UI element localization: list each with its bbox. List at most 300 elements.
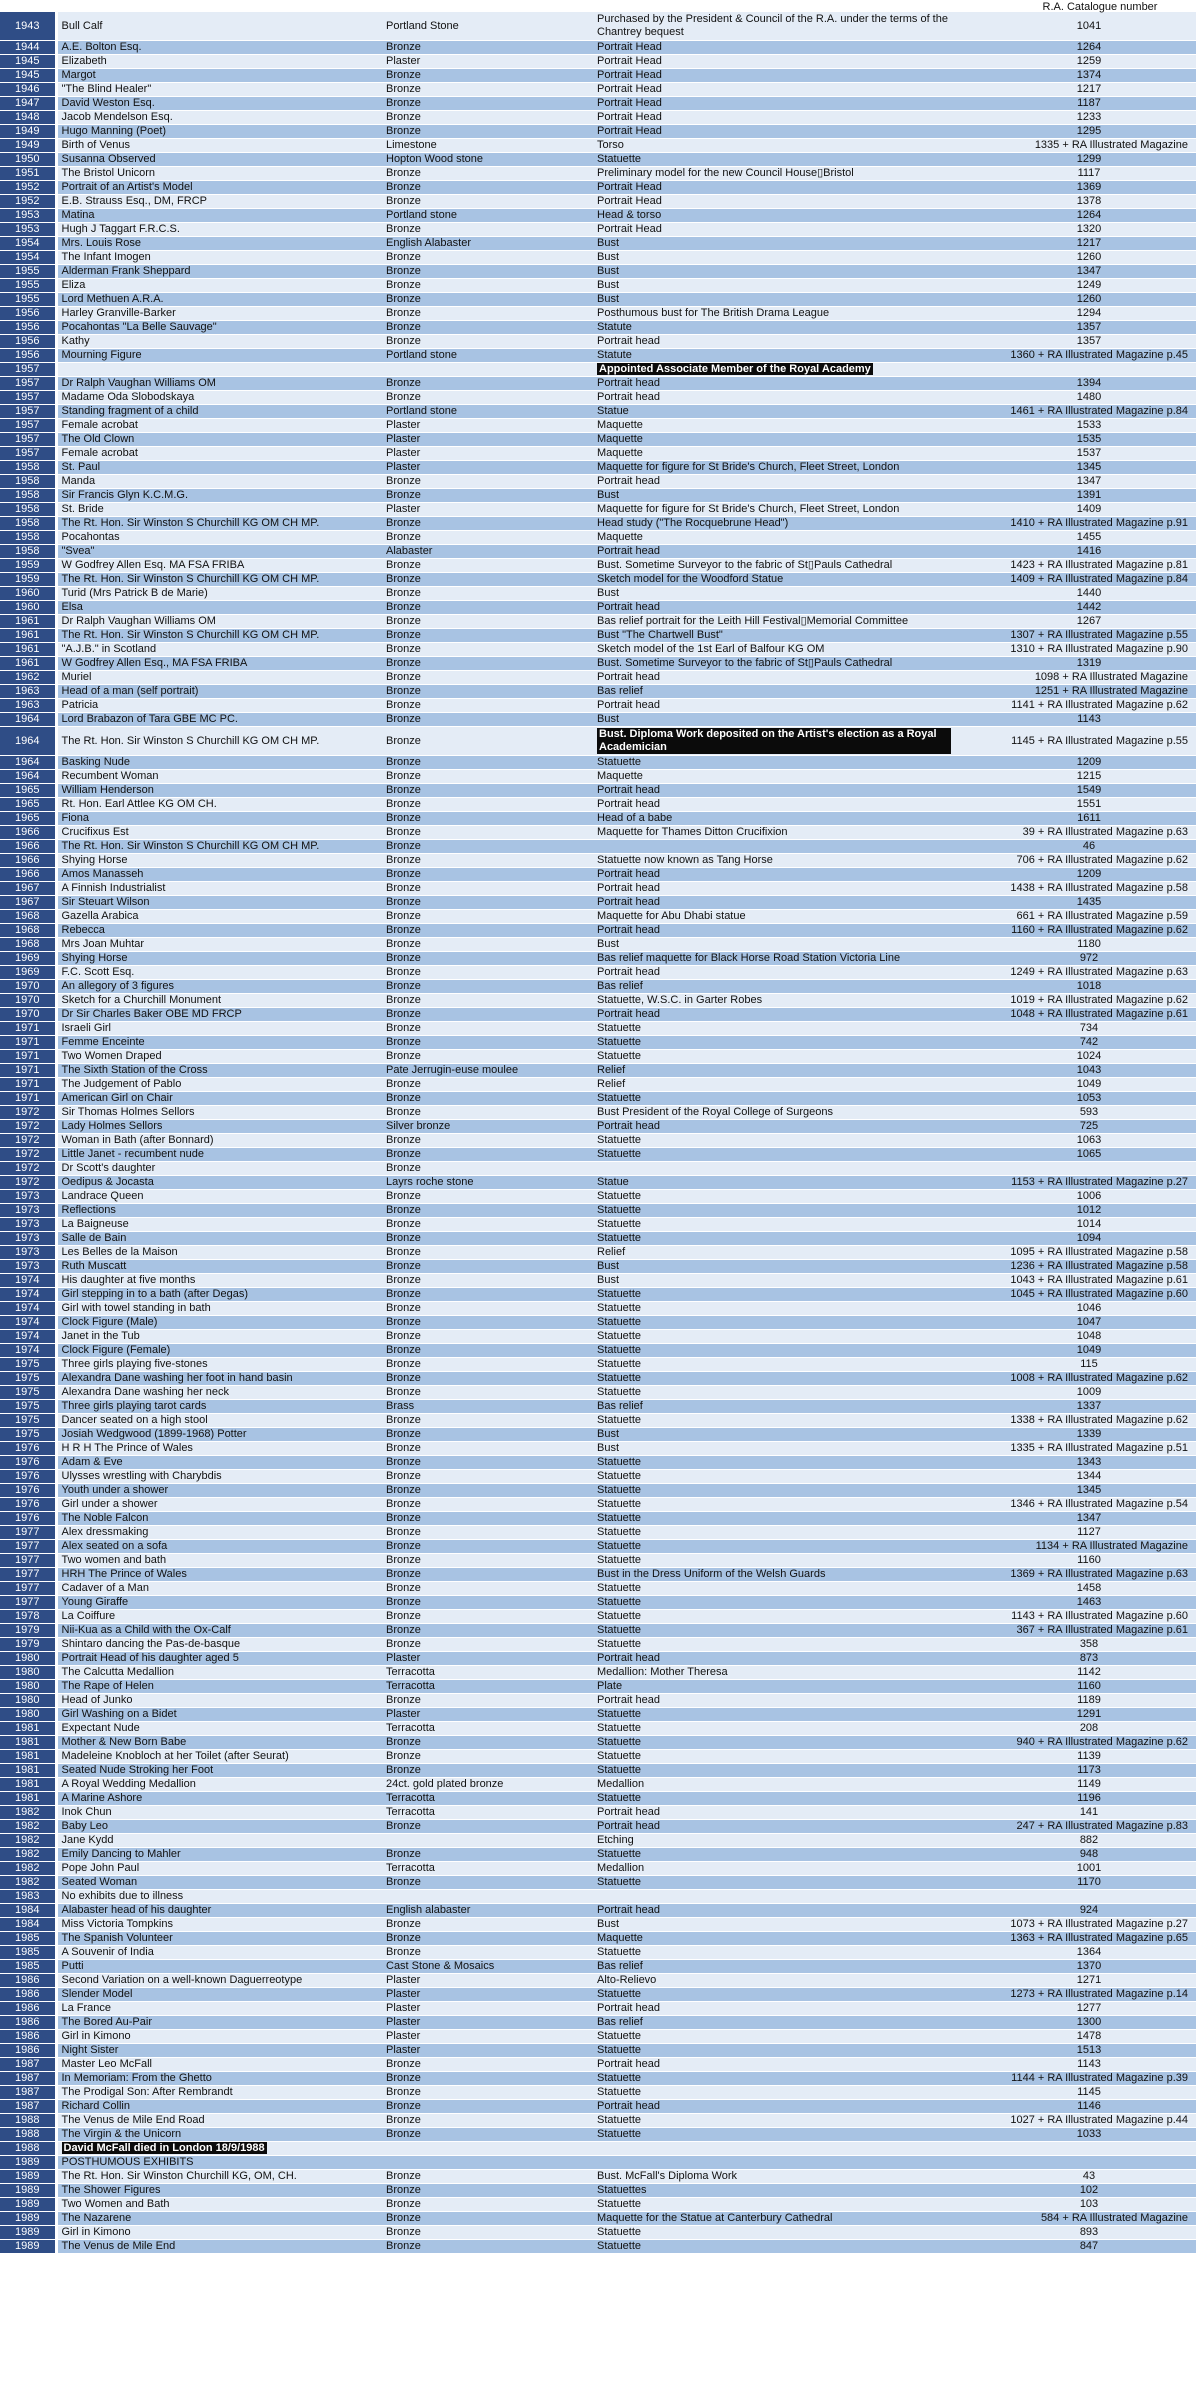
material-cell: Bronze <box>382 69 593 83</box>
catalogue-number-cell: 1063 <box>982 1134 1196 1148</box>
title-cell: Ruth Muscatt <box>56 1260 382 1274</box>
material-cell: Bronze <box>382 1876 593 1890</box>
material-cell: Bronze <box>382 1582 593 1596</box>
title-cell: W Godfrey Allen Esq., MA FSA FRIBA <box>56 657 382 671</box>
description-cell: Statuette <box>593 1848 982 1862</box>
description-cell: Statuette <box>593 1288 982 1302</box>
description-cell: Statuette <box>593 1148 982 1162</box>
table-row <box>0 1246 1196 1260</box>
year-cell: 1952 <box>0 181 56 195</box>
description-cell <box>593 727 982 756</box>
catalogue-number-header: R.A. Catalogue number <box>1042 1 1158 13</box>
description-cell: Portrait head <box>593 1904 982 1918</box>
material-cell: Bronze <box>382 1932 593 1946</box>
description-cell: Bust <box>593 251 982 265</box>
material-cell: Bronze <box>382 727 593 756</box>
description-cell: Sketch model for the Woodford Statue <box>593 573 982 587</box>
title-cell: The Bored Au-Pair <box>56 2016 382 2030</box>
table-row <box>0 335 1196 349</box>
catalogue-number-cell: 1294 <box>982 307 1196 321</box>
catalogue-number-cell: 1143 <box>982 713 1196 727</box>
material-cell: Hopton Wood stone <box>382 153 593 167</box>
year-cell: 1959 <box>0 559 56 573</box>
description-cell: Portrait head <box>593 798 982 812</box>
description-cell: Portrait Head <box>593 55 982 69</box>
title-cell: A Marine Ashore <box>56 1792 382 1806</box>
catalogue-number-cell: 1065 <box>982 1148 1196 1162</box>
title-cell: Madeleine Knobloch at her Toilet (after Seurat) <box>56 1750 382 1764</box>
title-cell: Girl Washing on a Bidet <box>56 1708 382 1722</box>
description-cell: Statue <box>593 405 982 419</box>
year-cell: 1980 <box>0 1666 56 1680</box>
title-cell: Shying Horse <box>56 854 382 868</box>
table-row <box>0 1400 1196 1414</box>
year-cell: 1976 <box>0 1470 56 1484</box>
material-cell: Bronze <box>382 279 593 293</box>
catalogue-number-cell: 1391 <box>982 489 1196 503</box>
table-row <box>0 896 1196 910</box>
title-cell: Pocahontas <box>56 531 382 545</box>
description-cell: Purchased by the President & Council of the R.A. under the terms of the Chantrey bequest <box>593 12 982 41</box>
year-cell: 1943 <box>0 12 56 41</box>
description-cell: Statuette <box>593 1624 982 1638</box>
table-row <box>0 1008 1196 1022</box>
title-cell: Alexandra Dane washing her foot in hand basin <box>56 1372 382 1386</box>
material-cell: Terracotta <box>382 1862 593 1876</box>
title-cell: Lord Brabazon of Tara GBE MC PC. <box>56 713 382 727</box>
material-cell: English Alabaster <box>382 237 593 251</box>
title-cell: The Shower Figures <box>56 2184 382 2198</box>
catalogue-number-cell: 1041 <box>982 12 1196 41</box>
catalogue-number-cell: 873 <box>982 1652 1196 1666</box>
table-row <box>0 1204 1196 1218</box>
table-row <box>0 363 1196 377</box>
year-cell: 1955 <box>0 265 56 279</box>
material-cell: Bronze <box>382 1358 593 1372</box>
year-cell: 1950 <box>0 153 56 167</box>
year-cell: 1974 <box>0 1330 56 1344</box>
material-cell: Bronze <box>382 1624 593 1638</box>
title-cell: Sir Steuart Wilson <box>56 896 382 910</box>
year-cell: 1984 <box>0 1904 56 1918</box>
title-cell: Basking Nude <box>56 756 382 770</box>
description-cell: Statuette <box>593 2240 982 2254</box>
material-cell: Bronze <box>382 1288 593 1302</box>
description-cell: Torso <box>593 139 982 153</box>
year-cell: 1981 <box>0 1764 56 1778</box>
title-cell: Youth under a shower <box>56 1484 382 1498</box>
description-cell: Bust <box>593 265 982 279</box>
title-cell: Reflections <box>56 1204 382 1218</box>
title-cell: An allegory of 3 figures <box>56 980 382 994</box>
year-cell: 1956 <box>0 321 56 335</box>
catalogue-number-cell: 1196 <box>982 1792 1196 1806</box>
title-cell: Hugo Manning (Poet) <box>56 125 382 139</box>
material-cell: Bronze <box>382 83 593 97</box>
catalogue-number-cell: 102 <box>982 2184 1196 2198</box>
material-cell: Bronze <box>382 2072 593 2086</box>
table-row <box>0 1568 1196 1582</box>
title-cell: Seated Woman <box>56 1876 382 1890</box>
table-row <box>0 826 1196 840</box>
table-row <box>0 727 1196 756</box>
title-cell: William Henderson <box>56 784 382 798</box>
title-cell: Birth of Venus <box>56 139 382 153</box>
material-cell: Bronze <box>382 391 593 405</box>
catalogue-number-cell: 1012 <box>982 1204 1196 1218</box>
material-cell: Bronze <box>382 1246 593 1260</box>
year-cell: 1953 <box>0 209 56 223</box>
catalogue-number-cell: 1346 + RA Illustrated Magazine p.54 <box>982 1498 1196 1512</box>
title-cell: The Sixth Station of the Cross <box>56 1064 382 1078</box>
title-cell: Susanna Observed <box>56 153 382 167</box>
title-cell: Head of a man (self portrait) <box>56 685 382 699</box>
material-cell: Brass <box>382 1400 593 1414</box>
material-cell: Bronze <box>382 1274 593 1288</box>
material-cell: Bronze <box>382 1148 593 1162</box>
title-cell: Femme Enceinte <box>56 1036 382 1050</box>
table-row <box>0 545 1196 559</box>
title-cell: The Venus de Mile End Road <box>56 2114 382 2128</box>
year-cell: 1966 <box>0 826 56 840</box>
year-cell: 1957 <box>0 363 56 377</box>
material-cell: Bronze <box>382 2212 593 2226</box>
material-cell: Bronze <box>382 1134 593 1148</box>
title-cell: "A.J.B." in Scotland <box>56 643 382 657</box>
year-cell: 1957 <box>0 419 56 433</box>
catalogue-number-cell: 1339 <box>982 1428 1196 1442</box>
description-cell: Statuette <box>593 1512 982 1526</box>
title-cell: Inok Chun <box>56 1806 382 1820</box>
material-cell: Bronze <box>382 1596 593 1610</box>
title-cell: The Venus de Mile End <box>56 2240 382 2254</box>
year-cell: 1967 <box>0 896 56 910</box>
material-cell: Bronze <box>382 1344 593 1358</box>
year-cell: 1944 <box>0 41 56 55</box>
catalogue-number-cell: 1513 <box>982 2044 1196 2058</box>
year-cell: 1981 <box>0 1722 56 1736</box>
description-cell <box>593 840 982 854</box>
catalogue-number-cell: 1369 <box>982 181 1196 195</box>
table-row <box>0 153 1196 167</box>
year-cell: 1956 <box>0 307 56 321</box>
catalogue-number-cell: 1458 <box>982 1582 1196 1596</box>
material-cell: Bronze <box>382 1036 593 1050</box>
year-cell: 1958 <box>0 503 56 517</box>
material-cell: Bronze <box>382 826 593 840</box>
description-cell: Maquette for Thames Ditton Crucifixion <box>593 826 982 840</box>
description-cell: Statuette <box>593 1610 982 1624</box>
description-cell: Statuette <box>593 1596 982 1610</box>
table-row <box>0 966 1196 980</box>
description-cell: Statuette <box>593 1484 982 1498</box>
year-cell: 1949 <box>0 139 56 153</box>
table-row <box>0 840 1196 854</box>
catalogue-number-cell: 1442 <box>982 601 1196 615</box>
material-cell: Bronze <box>382 1106 593 1120</box>
title-cell <box>56 2142 382 2156</box>
table-row <box>0 770 1196 784</box>
table-row <box>0 1134 1196 1148</box>
catalogue-number-cell: 1347 <box>982 1512 1196 1526</box>
material-cell: Plaster <box>382 2016 593 2030</box>
title-cell: Alex dressmaking <box>56 1526 382 1540</box>
title-cell: A Finnish Industrialist <box>56 882 382 896</box>
title-cell: Emily Dancing to Mahler <box>56 1848 382 1862</box>
description-cell <box>593 1162 982 1176</box>
year-cell: 1971 <box>0 1022 56 1036</box>
year-cell: 1980 <box>0 1708 56 1722</box>
catalogue-number-cell: 1300 <box>982 2016 1196 2030</box>
title-cell: H R H The Prince of Wales <box>56 1442 382 1456</box>
catalogue-number-cell <box>982 2142 1196 2156</box>
title-cell: Second Variation on a well-known Daguerreotype <box>56 1974 382 1988</box>
catalogue-number-cell: 1535 <box>982 433 1196 447</box>
table-row <box>0 321 1196 335</box>
description-cell: Statuette <box>593 1736 982 1750</box>
table-row <box>0 209 1196 223</box>
table-row <box>0 1932 1196 1946</box>
catalogue-number-cell: 1098 + RA Illustrated Magazine <box>982 671 1196 685</box>
title-cell: David Weston Esq. <box>56 97 382 111</box>
material-cell: Bronze <box>382 1918 593 1932</box>
year-cell: 1983 <box>0 1890 56 1904</box>
year-cell: 1985 <box>0 1946 56 1960</box>
material-cell: Alabaster <box>382 545 593 559</box>
material-cell: Bronze <box>382 2114 593 2128</box>
table-row <box>0 1694 1196 1708</box>
table-row <box>0 1316 1196 1330</box>
table-row <box>0 2058 1196 2072</box>
catalogue-number-cell: 1160 <box>982 1680 1196 1694</box>
year-cell: 1987 <box>0 2086 56 2100</box>
description-cell: Statuette <box>593 2128 982 2142</box>
year-cell: 1986 <box>0 2044 56 2058</box>
table-row <box>0 713 1196 727</box>
table-row <box>0 12 1196 41</box>
catalogue-number-cell: 1335 + RA Illustrated Magazine p.51 <box>982 1442 1196 1456</box>
material-cell: Bronze <box>382 1162 593 1176</box>
catalogue-number-cell: 1307 + RA Illustrated Magazine p.55 <box>982 629 1196 643</box>
description-cell: Statuette, W.S.C. in Garter Robes <box>593 994 982 1008</box>
description-cell: Portrait head <box>593 335 982 349</box>
material-cell: Bronze <box>382 1470 593 1484</box>
year-cell: 1962 <box>0 671 56 685</box>
description-cell: Portrait Head <box>593 195 982 209</box>
catalogue-number-cell: 1215 <box>982 770 1196 784</box>
description-cell: Relief <box>593 1246 982 1260</box>
catalogue-number-cell: 1345 <box>982 1484 1196 1498</box>
title-cell: The Nazarene <box>56 2212 382 2226</box>
material-cell: Terracotta <box>382 1792 593 1806</box>
title-cell: Mother & New Born Babe <box>56 1736 382 1750</box>
title-cell: Adam & Eve <box>56 1456 382 1470</box>
table-row <box>0 1358 1196 1372</box>
year-cell: 1989 <box>0 2184 56 2198</box>
title-cell: The Bristol Unicorn <box>56 167 382 181</box>
year-cell: 1954 <box>0 237 56 251</box>
title-cell: Kathy <box>56 335 382 349</box>
year-cell: 1976 <box>0 1484 56 1498</box>
title-cell: Female acrobat <box>56 447 382 461</box>
material-cell: Bronze <box>382 1428 593 1442</box>
catalogue-number-cell: 1144 + RA Illustrated Magazine p.39 <box>982 2072 1196 2086</box>
title-cell: Turid (Mrs Patrick B de Marie) <box>56 587 382 601</box>
title-cell: Manda <box>56 475 382 489</box>
table-row <box>0 1540 1196 1554</box>
table-row <box>0 447 1196 461</box>
table-row <box>0 1022 1196 1036</box>
description-cell: Portrait Head <box>593 83 982 97</box>
title-cell: Alabaster head of his daughter <box>56 1904 382 1918</box>
table-row <box>0 293 1196 307</box>
material-cell <box>382 363 593 377</box>
year-cell: 1974 <box>0 1344 56 1358</box>
material-cell: Bronze <box>382 699 593 713</box>
material-cell: Bronze <box>382 952 593 966</box>
table-row <box>0 1330 1196 1344</box>
year-cell: 1947 <box>0 97 56 111</box>
material-cell: Bronze <box>382 517 593 531</box>
year-cell: 1973 <box>0 1190 56 1204</box>
material-cell: Bronze <box>382 181 593 195</box>
table-row <box>0 419 1196 433</box>
title-cell: Two women and bath <box>56 1554 382 1568</box>
table-row <box>0 1904 1196 1918</box>
table-row <box>0 1974 1196 1988</box>
description-cell: Portrait head <box>593 2002 982 2016</box>
title-cell: The Infant Imogen <box>56 251 382 265</box>
table-row <box>0 503 1196 517</box>
year-cell: 1964 <box>0 756 56 770</box>
description-cell: Bas relief portrait for the Leith Hill Festival▯Memorial Committee <box>593 615 982 629</box>
highlight-note: David McFall died in London 18/9/1988 <box>63 2142 265 2154</box>
table-row <box>0 615 1196 629</box>
table-row <box>0 643 1196 657</box>
description-cell: Statute <box>593 349 982 363</box>
catalogue-number-cell: 1264 <box>982 209 1196 223</box>
catalogue-number-cell: 1145 <box>982 2086 1196 2100</box>
table-row <box>0 1120 1196 1134</box>
description-cell: Bust <box>593 1918 982 1932</box>
title-cell: Mrs. Louis Rose <box>56 237 382 251</box>
catalogue-number-cell: 1160 + RA Illustrated Magazine p.62 <box>982 924 1196 938</box>
year-cell: 1951 <box>0 167 56 181</box>
description-cell: Statuette <box>593 1456 982 1470</box>
year-cell: 1986 <box>0 2002 56 2016</box>
year-cell: 1975 <box>0 1358 56 1372</box>
year-cell: 1972 <box>0 1162 56 1176</box>
material-cell <box>382 2156 593 2170</box>
description-cell: Statuette <box>593 2198 982 2212</box>
material-cell: Bronze <box>382 1078 593 1092</box>
title-cell: Amos Manasseh <box>56 868 382 882</box>
material-cell: Plaster <box>382 1988 593 2002</box>
catalogue-number-cell: 39 + RA Illustrated Magazine p.63 <box>982 826 1196 840</box>
material-cell: Bronze <box>382 2184 593 2198</box>
year-cell: 1971 <box>0 1036 56 1050</box>
table-row <box>0 1064 1196 1078</box>
description-cell: Portrait Head <box>593 223 982 237</box>
material-cell: Bronze <box>382 1316 593 1330</box>
catalogue-number-cell: 1146 <box>982 2100 1196 2114</box>
year-cell: 1959 <box>0 573 56 587</box>
material-cell <box>382 2142 593 2156</box>
catalogue-number-cell: 1141 + RA Illustrated Magazine p.62 <box>982 699 1196 713</box>
table-row <box>0 1848 1196 1862</box>
material-cell: Bronze <box>382 1442 593 1456</box>
year-cell: 1963 <box>0 685 56 699</box>
table-row <box>0 2142 1196 2156</box>
catalogue-number-cell: 1142 <box>982 1666 1196 1680</box>
catalogue-number-cell: 1048 + RA Illustrated Magazine p.61 <box>982 1008 1196 1022</box>
material-cell: Bronze <box>382 335 593 349</box>
description-cell: Statue <box>593 1176 982 1190</box>
catalogue-number-cell: 1338 + RA Illustrated Magazine p.62 <box>982 1414 1196 1428</box>
table-row <box>0 489 1196 503</box>
table-row <box>0 111 1196 125</box>
description-cell: Bas relief <box>593 685 982 699</box>
material-cell: Bronze <box>382 125 593 139</box>
title-cell: Putti <box>56 1960 382 1974</box>
material-cell: Terracotta <box>382 1722 593 1736</box>
table-row <box>0 1834 1196 1848</box>
year-cell: 1949 <box>0 125 56 139</box>
description-cell: Statuette <box>593 1876 982 1890</box>
description-cell: Statuette <box>593 2044 982 2058</box>
title-cell: Three girls playing five-stones <box>56 1358 382 1372</box>
description-cell: Bust. Sometime Surveyor to the fabric of St▯Pauls Cathedral <box>593 559 982 573</box>
table-row <box>0 41 1196 55</box>
table-row <box>0 2072 1196 2086</box>
material-cell: Bronze <box>382 1484 593 1498</box>
material-cell: Bronze <box>382 1456 593 1470</box>
material-cell: Terracotta <box>382 1666 593 1680</box>
title-cell: No exhibits due to illness <box>56 1890 382 1904</box>
title-cell: Little Janet - recumbent nude <box>56 1148 382 1162</box>
column-header-row <box>0 0 1196 12</box>
table-row <box>0 433 1196 447</box>
material-cell: Plaster <box>382 419 593 433</box>
catalogue-number-cell: 1478 <box>982 2030 1196 2044</box>
material-cell: Bronze <box>382 1414 593 1428</box>
table-row <box>0 2030 1196 2044</box>
title-cell: Dr Ralph Vaughan Williams OM <box>56 615 382 629</box>
table-row <box>0 265 1196 279</box>
description-cell: Bust <box>593 938 982 952</box>
table-row <box>0 2100 1196 2114</box>
title-cell: Woman in Bath (after Bonnard) <box>56 1134 382 1148</box>
title-cell: Young Giraffe <box>56 1596 382 1610</box>
description-cell: Preliminary model for the new Council House▯Bristol <box>593 167 982 181</box>
description-cell: Maquette for figure for St Bride's Church, Fleet Street, London <box>593 503 982 517</box>
year-cell: 1945 <box>0 69 56 83</box>
material-cell: Bronze <box>382 251 593 265</box>
year-cell: 1969 <box>0 952 56 966</box>
catalogue-number-cell: 1374 <box>982 69 1196 83</box>
table-row <box>0 882 1196 896</box>
table-row <box>0 1372 1196 1386</box>
table-row <box>0 1680 1196 1694</box>
table-row <box>0 531 1196 545</box>
title-cell: W Godfrey Allen Esq. MA FSA FRIBA <box>56 559 382 573</box>
year-cell: 1977 <box>0 1596 56 1610</box>
description-cell: Portrait head <box>593 1694 982 1708</box>
table-row <box>0 1386 1196 1400</box>
year-cell: 1976 <box>0 1512 56 1526</box>
description-cell: Statuette <box>593 2030 982 2044</box>
catalogue-number-cell: 1209 <box>982 868 1196 882</box>
